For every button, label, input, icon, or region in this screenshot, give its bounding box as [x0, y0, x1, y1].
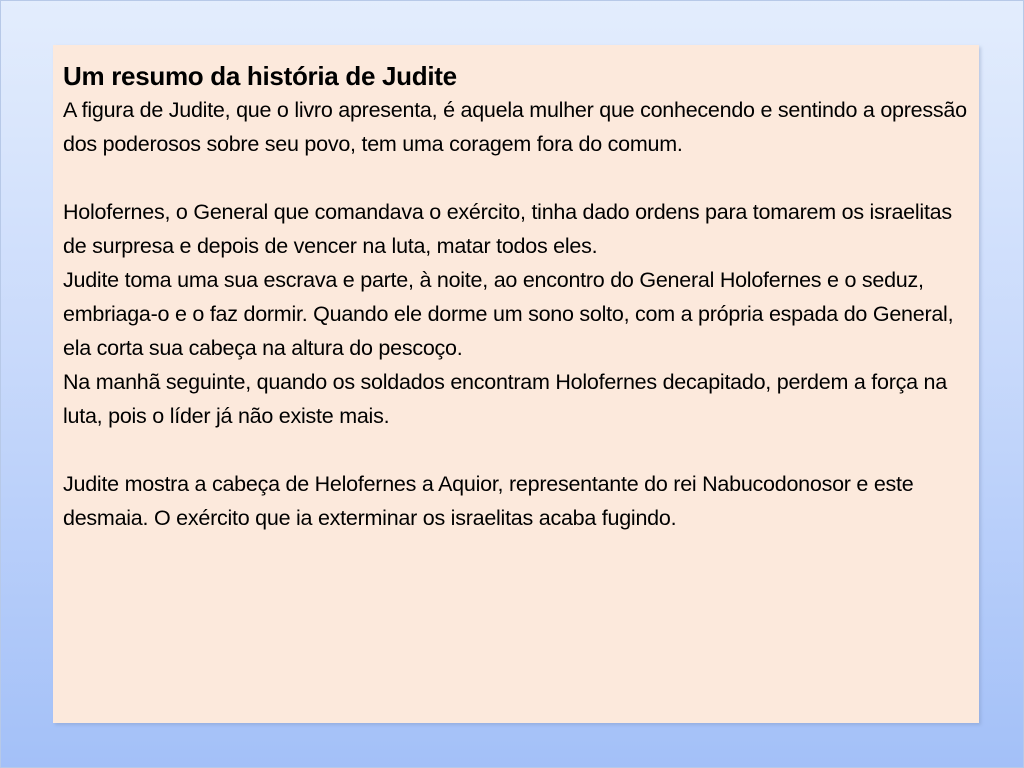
blank-line — [63, 433, 969, 467]
paragraph-aquior: Judite mostra a cabeça de Helofernes a Aquior, representante do rei Nabucodonosor e este desmaia. O exército que ia exterminar os israelitas acaba fugindo. — [63, 472, 914, 530]
paragraph-holofernes-orders: Holofernes, o General que comandava o exército, tinha dado ordens para tomarem os israelitas de surpresa e depois de vencer na luta, matar todos eles. — [63, 200, 952, 258]
slide-title: Um resumo da história de Judite — [63, 61, 457, 91]
content-text-box — [53, 45, 979, 723]
paragraph-judite-night: Judite toma uma sua escrava e parte, à noite, ao encontro do General Holofernes e o seduz, embriaga-o e o faz dormir. Quando ele dorme um sono solto, com a própria espada do General, ela corta sua cabeça na altura do pescoço. — [63, 268, 954, 360]
blank-line — [63, 161, 969, 195]
paragraph-next-morning: Na manhã seguinte, quando os soldados encontram Holofernes decapitado, perdem a força na luta, pois o líder já não existe mais. — [63, 370, 947, 428]
paragraph-judite-figure: A figura de Judite, que o livro apresenta, é aquela mulher que conhecendo e sentindo a opressão dos poderosos sobre seu povo, tem uma coragem fora do comum. — [63, 98, 967, 156]
